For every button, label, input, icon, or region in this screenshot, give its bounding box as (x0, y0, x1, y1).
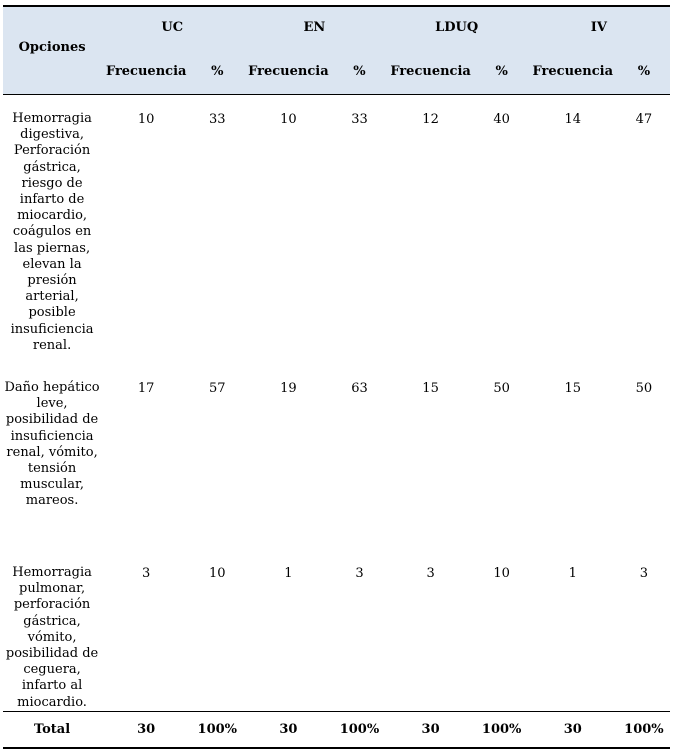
frequency-table-container (3, 5, 670, 749)
pct-header: % (618, 54, 670, 95)
total-value: 100% (618, 712, 670, 749)
value-cell: 1 (568, 566, 577, 581)
value-cell: 47 (635, 112, 653, 127)
value-cell: 17 (137, 381, 155, 396)
value-cell: 10 (280, 112, 297, 127)
pct-header: % (476, 54, 528, 95)
value-cell: 10 (209, 566, 226, 581)
group-header-en: EN (243, 6, 385, 54)
pct-header: % (333, 54, 385, 95)
value-cell: 1 (284, 566, 293, 581)
total-value: 30 (528, 712, 618, 749)
value-cell: 50 (635, 381, 653, 396)
value-cell: 10 (493, 566, 510, 581)
value-cell: 3 (426, 566, 435, 581)
value-cell: 19 (280, 381, 297, 396)
value-cell: 15 (564, 381, 582, 396)
group-header-iv: IV (528, 6, 670, 54)
group-header-uc: UC (101, 6, 243, 54)
group-header-lduq: LDUQ (386, 6, 528, 54)
value-cell: 14 (564, 112, 582, 127)
table-row (3, 95, 670, 365)
value-cell: 3 (142, 566, 151, 581)
options-header: Opciones (3, 6, 101, 95)
option-cell: Daño hepático leve, posibilidad de insuficiencia renal, vómito, tensión muscular, mareos. (4, 380, 100, 509)
freq-header: Frecuencia (528, 54, 618, 95)
value-cell: 3 (355, 566, 364, 581)
subheader-row (3, 54, 670, 95)
freq-header: Frecuencia (243, 54, 333, 95)
total-value: 30 (243, 712, 333, 749)
value-cell: 12 (422, 112, 439, 127)
frequency-table (3, 5, 670, 749)
value-cell: 50 (493, 381, 510, 396)
value-cell: 63 (351, 381, 368, 396)
total-value: 30 (101, 712, 191, 749)
total-value: 30 (386, 712, 476, 749)
freq-header: Frecuencia (386, 54, 476, 95)
option-cell: Hemorragia digestiva, Perforación gástrica, riesgo de infarto de miocardio, coágulos en las piernas, elevan la presión arterial, posible insuficiencia renal. (10, 111, 94, 353)
total-value: 100% (333, 712, 385, 749)
total-value: 100% (476, 712, 528, 749)
value-cell: 3 (639, 566, 649, 581)
value-cell: 40 (493, 112, 510, 127)
total-label: Total (3, 712, 101, 749)
value-cell: 10 (137, 112, 155, 127)
value-cell: 33 (351, 112, 368, 127)
value-cell: 33 (209, 112, 226, 127)
freq-header: Frecuencia (101, 54, 191, 95)
total-value: 100% (191, 712, 243, 749)
value-cell: 57 (209, 381, 226, 396)
table-row (3, 549, 670, 712)
value-cell: 15 (422, 381, 439, 396)
group-header-row (3, 6, 670, 54)
option-cell: Hemorragia pulmonar, perforación gástrica, vómito, posibilidad de ceguera, infarto al miocardio. (5, 565, 99, 710)
table-row (3, 364, 670, 549)
pct-header: % (191, 54, 243, 95)
total-row (3, 712, 670, 749)
